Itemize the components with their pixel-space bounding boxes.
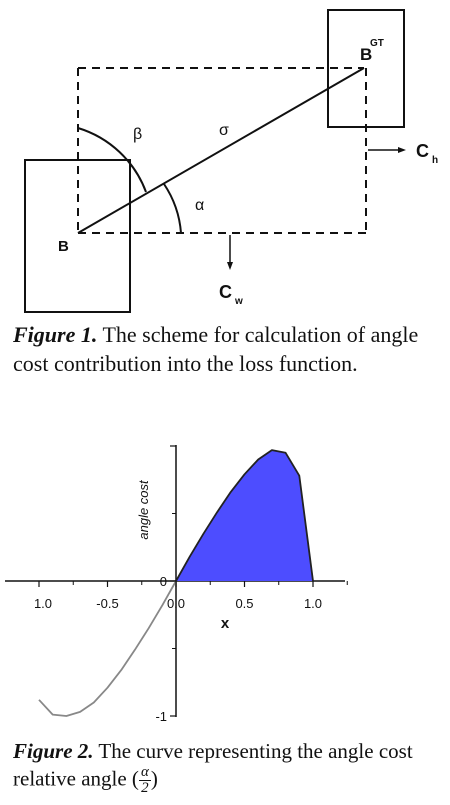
label-bgt-sup: GT [370, 38, 384, 49]
y-tick-label-0: 0 [159, 574, 167, 589]
label-b: B [58, 238, 69, 255]
x-tick-label-1: -0.5 [96, 596, 119, 611]
figure-2-chart [0, 435, 450, 740]
y-tick-label-1: -1 [155, 709, 167, 724]
figure-1-caption-text: The scheme for calculation of angle cost contribution into the loss function. [13, 322, 419, 376]
figure-2-caption-label: Figure 2. [13, 739, 94, 763]
figure-1-caption [13, 320, 438, 378]
label-cw-sub: w [235, 296, 243, 307]
label-bgt: B [360, 45, 373, 64]
label-cw: C [219, 282, 232, 302]
x-tick-label-2: 0.0 [166, 596, 186, 611]
caption-fraction [139, 765, 151, 796]
label-alpha: α [195, 197, 205, 214]
fraction-denominator: 2 [141, 780, 149, 796]
x-tick-label-0: 1.0 [33, 596, 53, 611]
y-axis-label: angle cost [136, 480, 151, 540]
figure-2-caption-close: ) [150, 766, 158, 791]
figure-1-diagram [0, 0, 450, 318]
sigma-line [78, 68, 364, 233]
x-tick-label-4: 1.0 [303, 596, 323, 611]
alpha-arc [164, 184, 181, 233]
label-ch-sub: h [432, 155, 439, 166]
figure-2-caption-text: The curve representing the angle cost relative angle ( [13, 739, 413, 791]
series-1-fill [176, 450, 313, 581]
figure-1-caption-label: Figure 1. [13, 322, 98, 347]
label-ch: C [416, 141, 429, 161]
label-sigma: σ [219, 122, 229, 139]
fraction-numerator: α [140, 764, 149, 780]
ch-arrow-head [398, 147, 406, 153]
label-beta: β [133, 126, 143, 143]
x-tick-label-3: 0.5 [235, 596, 254, 611]
x-axis-label: x [220, 615, 230, 632]
figure-2-caption [13, 738, 438, 796]
cw-arrow-head [227, 262, 233, 270]
